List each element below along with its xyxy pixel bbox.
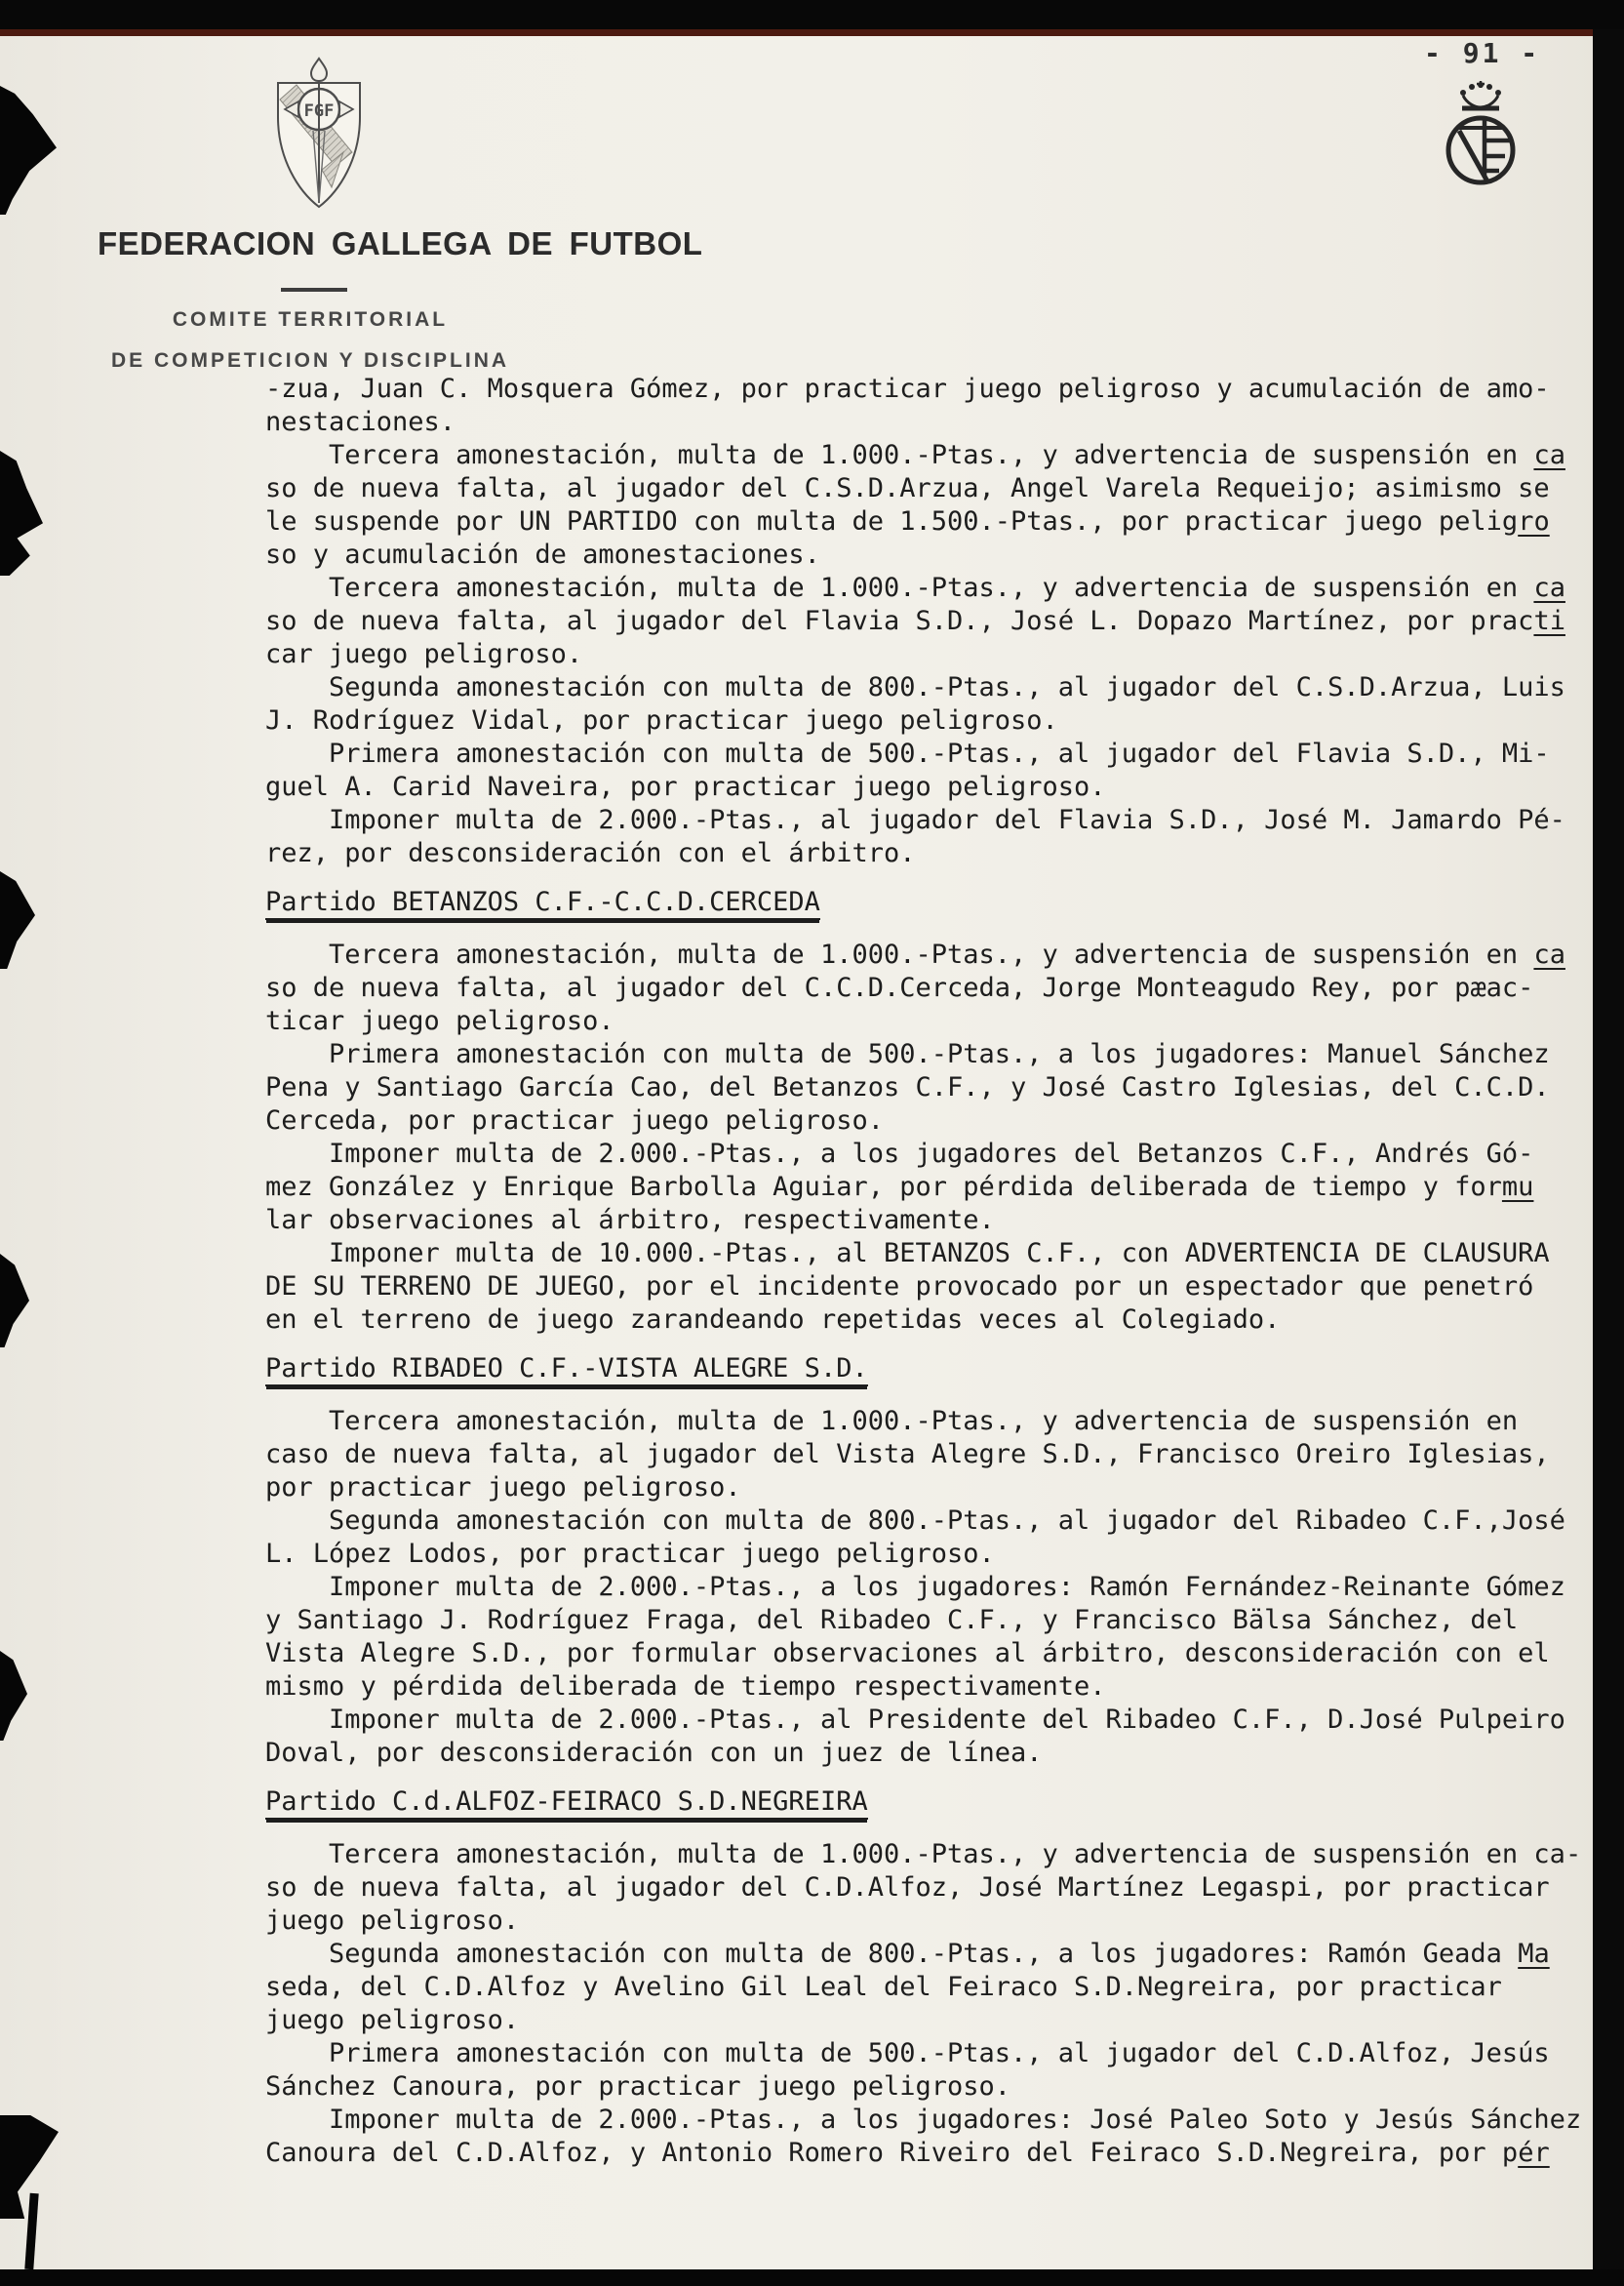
body-line: mez González y Enrique Barbolla Aguiar, por pérdida deliberada de tiempo y formu [265,1172,1534,1202]
body-line: Tercera amonestación, multa de 1.000.-Ptas., y advertencia de suspensión en ca- [265,1839,1582,1869]
body-line: lar observaciones al árbitro, respectivamente. [265,1205,995,1235]
body-line: so de nueva falta, al jugador del C.D.Alfoz, José Martínez Legaspi, por practicar [265,1872,1550,1903]
body-line: Imponer multa de 2.000.-Ptas., al Presidente del Ribadeo C.F., D.José Pulpeiro [265,1704,1565,1735]
body-line: guel A. Carid Naveira, por practicar juego peligroso. [265,772,1106,802]
scan-border-top [0,0,1624,29]
body-line: Tercera amonestación, multa de 1.000.-Ptas., y advertencia de suspensión en ca [265,940,1565,970]
body-line: en el terreno de juego zarandeando repetidas veces al Colegiado. [265,1304,1281,1335]
document-body [265,373,1592,2170]
body-line: Segunda amonestación con multa de 800.-Ptas., al jugador del Ribadeo C.F.,José [265,1505,1565,1536]
body-line: por practicar juego peligroso. [265,1472,741,1503]
body-line: Pena y Santiago García Cao, del Betanzos C.F., y José Castro Iglesias, del C.C.D. [265,1072,1550,1103]
royal-federation-crest-icon [1436,78,1525,197]
match-section-heading: Partido C.d.ALFOZ-FEIRACO S.D.NEGREIRA [265,1785,1592,1819]
body-line: Sánchez Canoura, por practicar juego peligroso. [265,2071,1011,2102]
scan-border-bottom [0,2269,1624,2286]
body-line: Imponer multa de 2.000.-Ptas., a los jugadores: Ramón Fernández-Reinante Gómez [265,1572,1565,1602]
body-line: car juego peligroso. [265,639,583,669]
torn-edge-blob [24,2193,38,2269]
body-line: so y acumulación de amonestaciones. [265,540,820,570]
match-section-heading: Partido BETANZOS C.F.-C.C.D.CERCEDA [265,886,1592,919]
body-line: nestaciones. [265,407,456,437]
body-line: ticar juego peligroso. [265,1006,614,1036]
body-line: juego peligroso. [265,2005,520,2035]
body-line: Cerceda, por practicar juego peligroso. [265,1105,884,1136]
letterhead-divider [281,288,347,292]
body-line: J. Rodríguez Vidal, por practicar juego peligroso. [265,705,1058,736]
body-line: Canoura del C.D.Alfoz, y Antonio Romero Riveiro del Feiraco S.D.Negreira, por pér [265,2138,1550,2168]
body-line: Imponer multa de 2.000.-Ptas., a los jugadores: José Paleo Soto y Jesús Sánchez [265,2105,1582,2135]
torn-edge-blob [0,86,57,215]
body-line: Tercera amonestación, multa de 1.000.-Ptas., y advertencia de suspensión en ca [265,573,1565,603]
body-line: Primera amonestación con multa de 500.-Ptas., al jugador del Flavia S.D., Mi- [265,739,1550,769]
body-line: caso de nueva falta, al jugador del Vista Alegre S.D., Francisco Oreiro Iglesias, [265,1439,1550,1469]
body-line: Tercera amonestación, multa de 1.000.-Ptas., y advertencia de suspensión en [265,1406,1519,1436]
page-number: - 91 - [1424,37,1541,69]
torn-edge-blob [0,1651,27,1741]
body-line: mismo y pérdida deliberada de tiempo respectivamente. [265,1671,1106,1702]
committee-line-2: DE COMPETICION Y DISCIPLINA [110,349,510,372]
body-line: L. López Lodos, por practicar juego peligroso. [265,1539,995,1569]
svg-text:FGF: FGF [303,101,335,121]
federation-shield-icon [259,57,378,217]
body-line: Imponer multa de 10.000.-Ptas., al BETANZOS C.F., con ADVERTENCIA DE CLAUSURA [265,1238,1550,1268]
scan-maroon-line [0,29,1624,36]
body-line: so de nueva falta, al jugador del C.S.D.Arzua, Angel Varela Requeijo; asimismo se [265,473,1550,503]
body-line: DE SU TERRENO DE JUEGO, por el incidente provocado por un espectador que penetró [265,1271,1534,1302]
body-line: le suspende por UN PARTIDO con multa de 1.500.-Ptas., por practicar juego peligro [265,506,1550,537]
body-line: rez, por desconsideración con el árbitro. [265,838,916,868]
body-line: Primera amonestación con multa de 500.-Ptas., a los jugadores: Manuel Sánchez [265,1039,1550,1069]
body-line: seda, del C.D.Alfoz y Avelino Gil Leal del Feiraco S.D.Negreira, por practicar [265,1972,1502,2002]
body-line: Segunda amonestación con multa de 800.-Ptas., al jugador del C.S.D.Arzua, Luis [265,672,1565,702]
torn-edge-blob [0,1254,29,1347]
body-line: -zua, Juan C. Mosquera Gómez, por practicar juego peligroso y acumulación de amo- [265,374,1550,404]
body-line: Imponer multa de 2.000.-Ptas., al jugador del Flavia S.D., José M. Jamardo Pé- [265,805,1565,835]
scan-border-right [1593,29,1624,2286]
body-line: y Santiago J. Rodríguez Fraga, del Ribadeo C.F., y Francisco Bälsa Sánchez, del [265,1605,1519,1635]
torn-edge-blob [0,451,43,576]
organization-title: FEDERACION GALLEGA DE FUTBOL [98,225,703,261]
body-line: Tercera amonestación, multa de 1.000.-Ptas., y advertencia de suspensión en ca [265,440,1565,470]
body-line: so de nueva falta, al jugador del C.C.D.Cerceda, Jorge Monteagudo Rey, por pæac- [265,973,1534,1003]
body-line: so de nueva falta, al jugador del Flavia S.D., José L. Dopazo Martínez, por practi [265,606,1565,636]
body-line: Doval, por desconsideración con un juez de línea. [265,1738,1043,1768]
body-line: Imponer multa de 2.000.-Ptas., a los jugadores del Betanzos C.F., Andrés Gó- [265,1139,1534,1169]
body-line: Primera amonestación con multa de 500.-Ptas., al jugador del C.D.Alfoz, Jesús [265,2038,1550,2068]
torn-edge-blob [0,871,35,969]
committee-line-1: COMITE TERRITORIAL [172,308,449,331]
body-line: Vista Alegre S.D., por formular observaciones al árbitro, desconsideración con el [265,1638,1550,1668]
body-line: Segunda amonestación con multa de 800.-Ptas., a los jugadores: Ramón Geada Ma [265,1939,1550,1969]
match-section-heading: Partido RIBADEO C.F.-VISTA ALEGRE S.D. [265,1352,1592,1385]
body-line: juego peligroso. [265,1905,520,1936]
